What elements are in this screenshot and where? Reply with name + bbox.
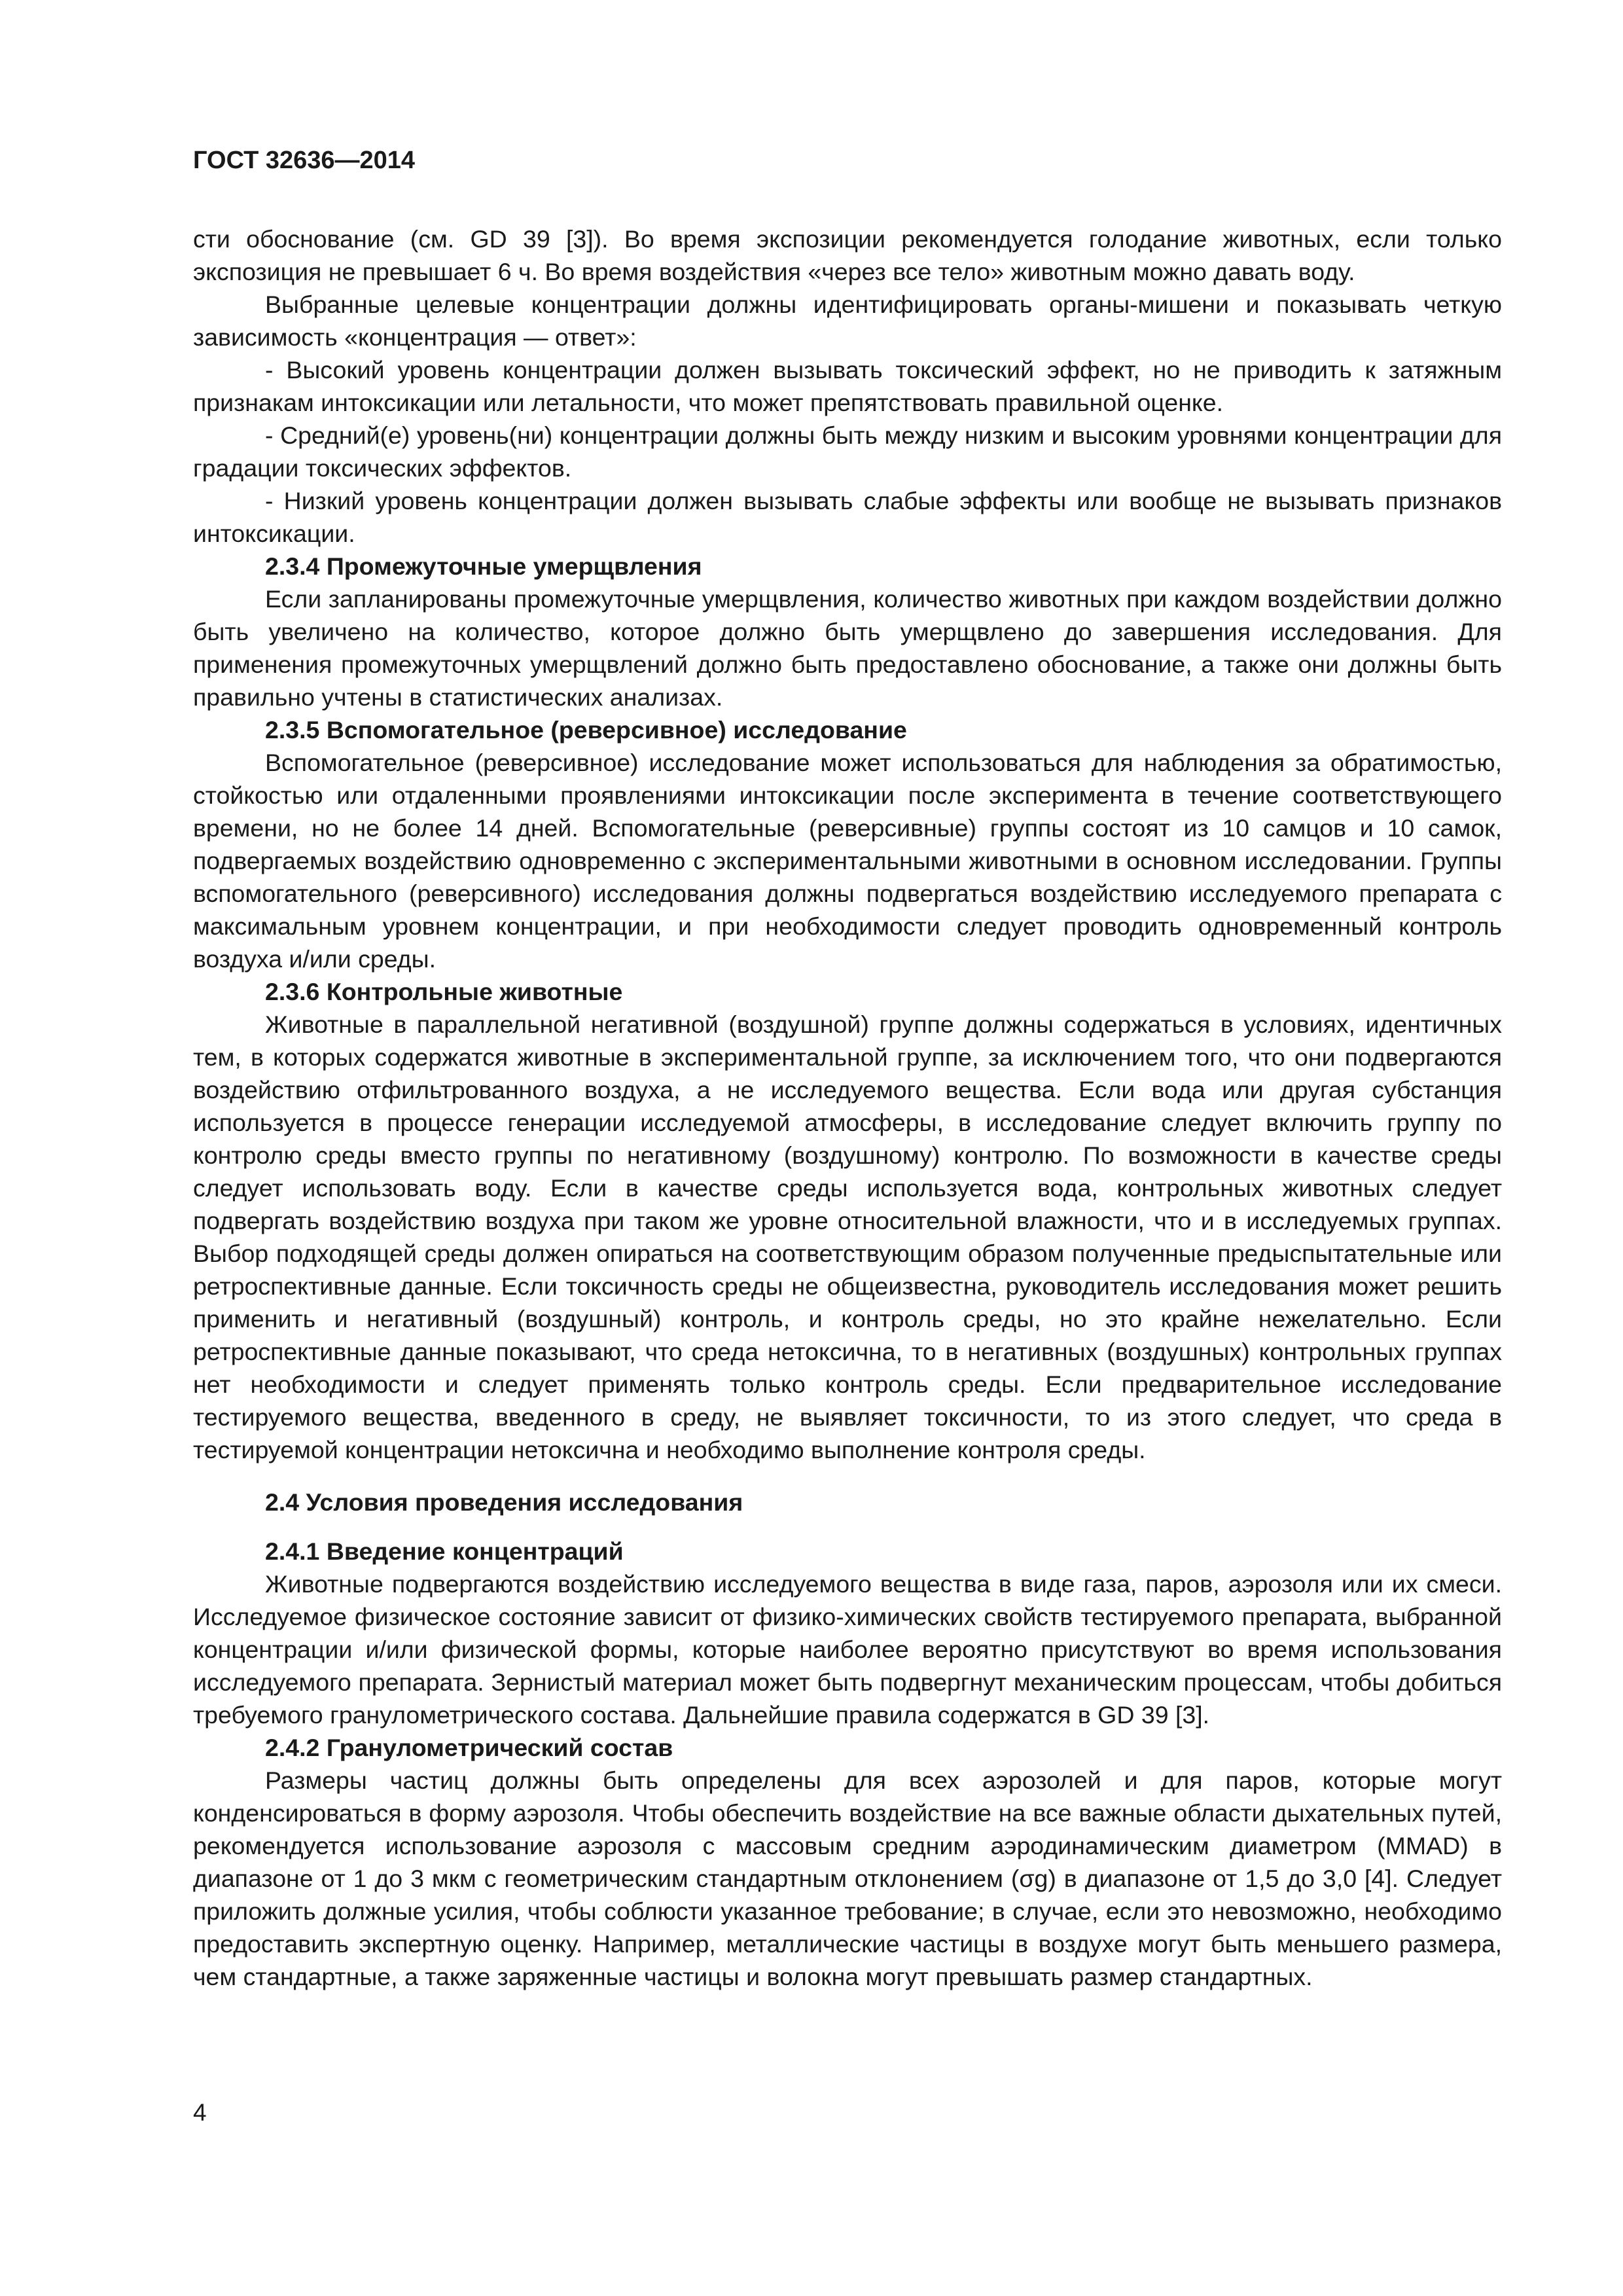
list-item-medium-level: - Средний(е) уровень(ни) концентрации должны быть между низким и высоким уровнями концентрации для градации токсических эффектов. xyxy=(193,422,1502,482)
section-heading-2-3-5: 2.3.5 Вспомогательное (реверсивное) исследование xyxy=(265,716,907,744)
paragraph-concentration-introduction: Животные подвергаются воздействию исследуемого вещества в виде газа, паров, аэрозоля или их смеси. Исследуемое физическое состояние зависит от физико-химических свойств тестируемого препарата, выбранной концентрации и/или физической формы, которые наиболее вероятно присутствуют во время использования исследуемого препарата. Зернистый материал может быть подвергнут механическим процессам, чтобы добиться требуемого гранулометрического состава. Дальнейшие правила содержатся в GD 39 [3]. xyxy=(193,1570,1502,1729)
section-heading-2-4-1: 2.4.1 Введение концентраций xyxy=(265,1537,624,1565)
paragraph-satellite-study: Вспомогательное (реверсивное) исследование может использоваться для наблюдения за обратимостью, стойкостью или отдаленными проявлениями интоксикации после эксперимента в течение соответствующего времени, но не более 14 дней. Вспомогательные (реверсивные) группы состоят из 10 самцов и 10 самок, подвергаемых воздействию одновременно с экспериментальными животными в основном исследовании. Группы вспомогательного (реверсивного) исследования должны подвергаться воздействию исследуемого препарата с максимальным уровнем концентрации, и при необходимости следует проводить одновременный контроль воздуха и/или среды. xyxy=(193,749,1502,973)
section-heading-2-3-6: 2.3.6 Контрольные животные xyxy=(265,978,623,1005)
paragraph-control-animals: Животные в параллельной негативной (воздушной) группе должны содержаться в условиях, идентичных тем, в которых содержатся животные в экспериментальной группе, за исключением того, что они подвергаются воздействию отфильтрованного воздуха, а не исследуемого вещества. Если вода или другая субстанция используется в процессе генерации исследуемой атмосферы, в исследование следует включить группу по контролю среды вместо группы по негативному (воздушному) контролю. По возможности в качестве среды следует использовать воду. Если в качестве среды используется вода, контрольных животных следует подвергать воздействию воздуха при таком же уровне относительной влажности, что и в исследуемых группах. Выбор подходящей среды должен опираться на соответствующим образом полученные предыспытательные или ретроспективные данные. Если токсичность среды не общеизвестна, руководитель исследования может решить применить и негативный (воздушный) контроль, и контроль среды, но это крайне нежелательно. Если ретроспективные данные показывают, что среда нетоксична, то в негативных (воздушных) контрольных группах нет необходимости и следует применять только контроль среды. Если предварительное исследование тестируемого вещества, введенного в среду, не выявляет токсичности, то из этого следует, что среда в тестируемой концентрации нетоксична и необходимо выполнение контроля среды. xyxy=(193,1011,1502,1463)
list-item-low-level: - Низкий уровень концентрации должен вызывать слабые эффекты или вообще не вызывать признаков интоксикации. xyxy=(193,487,1502,547)
paragraph-intro-continued: сти обоснование (см. GD 39 [3]). Во время экспозиции рекомендуется голодание животных, если только экспозиция не превышает 6 ч. Во время воздействия «через все тело» животным можно давать воду. xyxy=(193,225,1502,285)
section-heading-2-3-4: 2.3.4 Промежуточные умерщвления xyxy=(265,552,702,580)
paragraph-interim-kills: Если запланированы промежуточные умерщвления, количество животных при каждом воздействии должно быть увеличено на количество, которое должно быть умерщвлено до завершения исследования. Для применения промежуточных умерщвлений должно быть предоставлено обоснование, а также они должны быть правильно учтены в статистических анализах. xyxy=(193,585,1502,711)
standard-header: ГОСТ 32636—2014 xyxy=(193,147,416,174)
section-heading-2-4: 2.4 Условия проведения исследования xyxy=(265,1488,743,1516)
paragraph-target-concentrations: Выбранные целевые концентрации должны идентифицировать органы-мишени и показывать четкую зависимость «концентрация — ответ»: xyxy=(193,291,1502,351)
section-heading-2-4-2: 2.4.2 Гранулометрический состав xyxy=(265,1734,673,1761)
list-item-high-level: - Высокий уровень концентрации должен вызывать токсический эффект, но не приводить к затяжным признакам интоксикации или летальности, что может препятствовать правильной оценке. xyxy=(193,356,1502,416)
document-page xyxy=(193,144,1502,1993)
page-number: 4 xyxy=(193,2099,207,2126)
paragraph-particle-size: Размеры частиц должны быть определены для всех аэрозолей и для паров, которые могут конденсироваться в форму аэрозоля. Чтобы обеспечить воздействие на все важные области дыхательных путей, рекомендуется использование аэрозоля с массовым средним аэродинамическим диаметром (MMAD) в диапазоне от 1 до 3 мкм с геометрическим стандартным отклонением (σg) в диапазоне от 1,5 до 3,0 [4]. Следует приложить должные усилия, чтобы соблюсти указанное требование; в случае, если это невозможно, необходимо предоставить экспертную оценку. Например, металлические частицы в воздухе могут быть меньшего размера, чем стандартные, а также заряженные частицы и волокна могут превышать размер стандартных. xyxy=(193,1767,1502,1990)
